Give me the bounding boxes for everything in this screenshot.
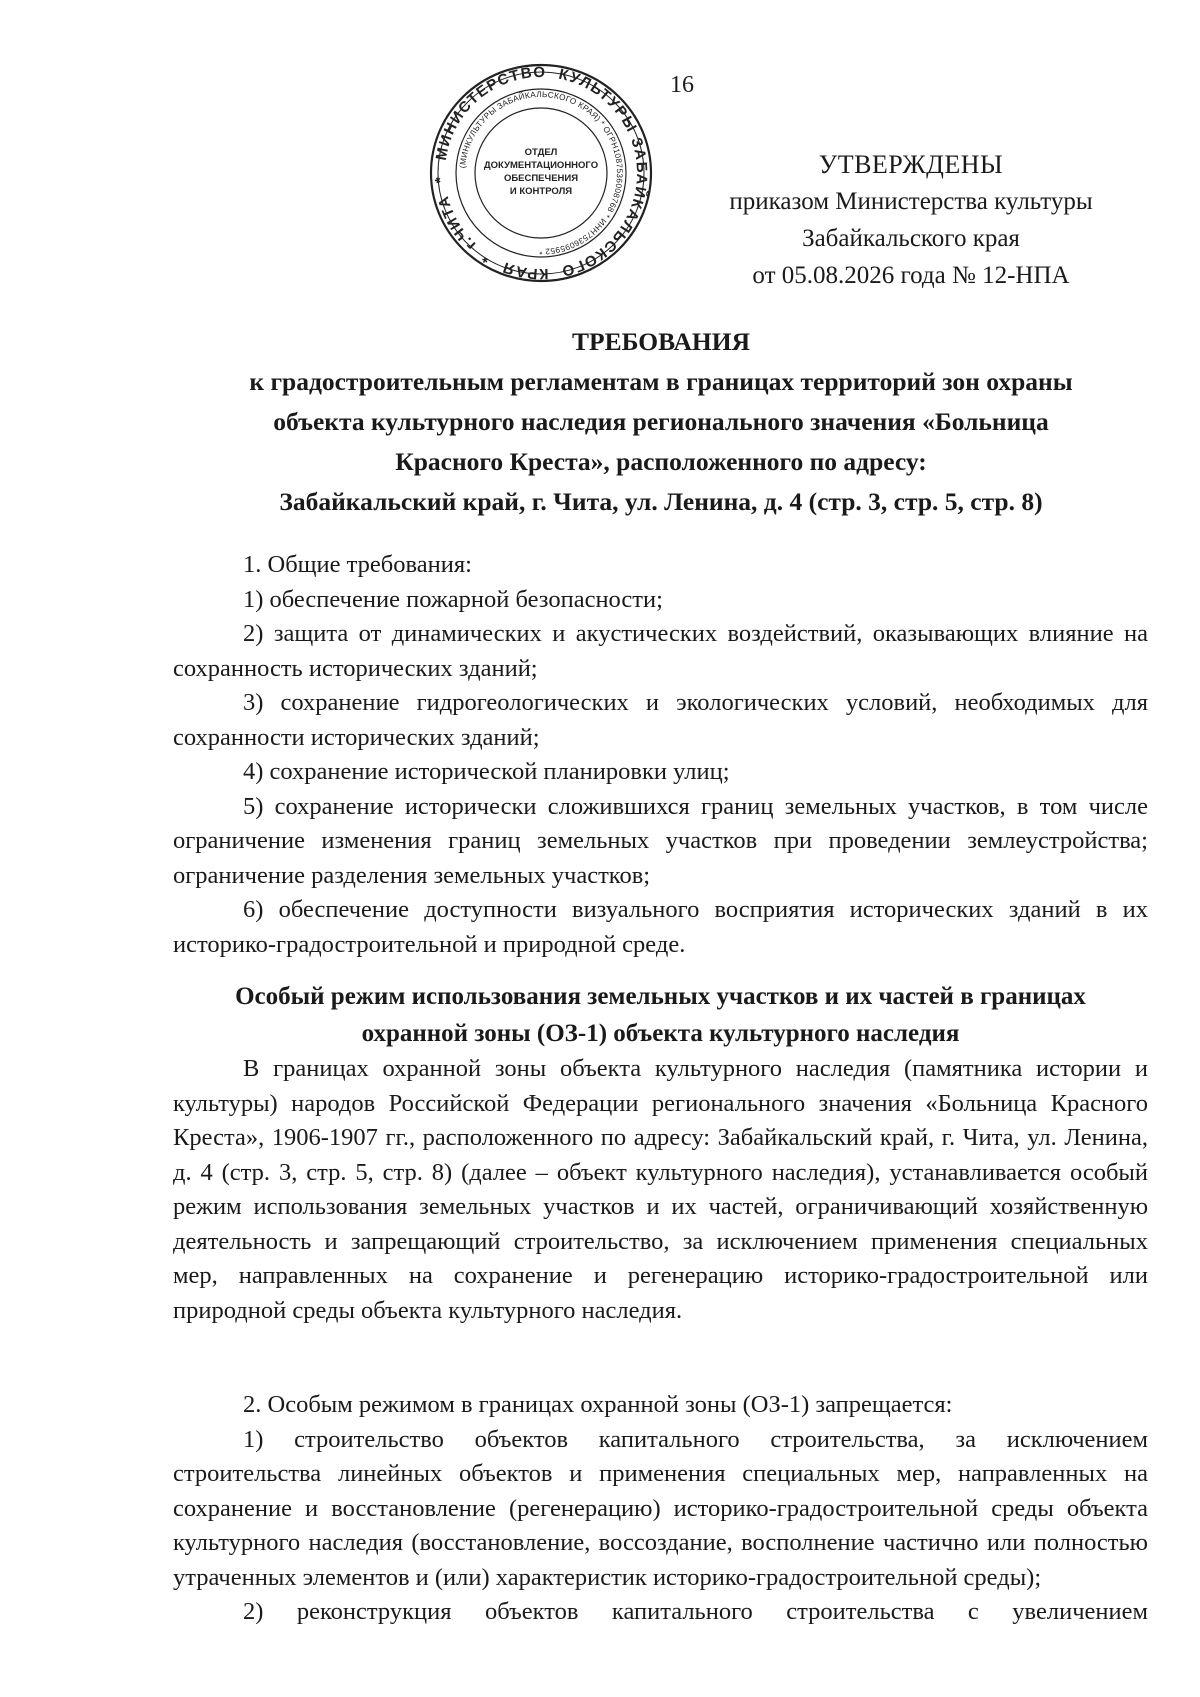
official-stamp	[428, 62, 654, 284]
list-item: 5) сохранение исторически сложившихся границ земельных участков, в том числе ограничение изменения границ земельных участков при проведении землеустройства; ограничение разделения земельных участков;	[173, 792, 1148, 889]
section-heading: 2. Особым режимом в границах охранной зоны (ОЗ-1) запрещается:	[243, 1391, 953, 1418]
stamp-center-line: И КОНТРОЛЯ	[509, 186, 573, 197]
stamp-ring-right: КРАЯ	[499, 257, 549, 283]
page-number: 16	[670, 72, 694, 98]
list-item: 6) обеспечение доступности визуального восприятия исторических зданий в их историко-градостроительной и природной среде.	[173, 896, 1148, 958]
list-item: 1) строительство объектов капитального строительства, за исключением строительства линейных объектов и применения специальных мер, направленных на сохранение и восстановление (регенерацию) историко-градостроительной среды объекта культурного наследия (восстановление, воссоздание, восполнение частично или полностью утраченных элементов и (или) характеристик историко-градостроительной среды);	[173, 1425, 1148, 1591]
title-line: объекта культурного наследия регионального значения «Больница	[273, 407, 1049, 436]
stamp-center-line: ОТДЕЛ	[524, 147, 558, 158]
stamp-center-line: ДОКУМЕНТАЦИОННОГО	[483, 160, 599, 171]
svg-text:МИНИСТЕРСТВО КУЛЬТУРЫ ЗА: МИНИСТЕРСТВО КУЛЬТУРЫ ЗАБАЙКАЛЬСКОГО КРАЯ * г.ЧИТА *	[431, 63, 651, 283]
document-title	[176, 322, 1146, 522]
prohibitions-section	[173, 1388, 1148, 1630]
title-heading: ТРЕБОВАНИЯ	[571, 327, 750, 356]
approval-line: Забайкальского края	[802, 225, 1020, 252]
approval-block	[676, 146, 1146, 294]
section-heading: 1. Общие требования:	[243, 551, 472, 578]
approval-line: приказом Министерства культуры	[729, 188, 1093, 215]
title-line: Красного Креста», расположенного по адресу:	[395, 447, 927, 476]
general-requirements	[173, 548, 1148, 962]
title-line: к градостроительным регламентам в границах территорий зон охраны	[249, 367, 1073, 396]
stamp-ring-top: КУЛЬТУРЫ ЗАБАЙКАЛЬСКОГО	[557, 65, 651, 280]
list-item: 1) обеспечение пожарной безопасности;	[243, 585, 663, 613]
list-item: 3) сохранение гидрогеологических и экологических условий, необходимых для сохранности исторических зданий;	[173, 689, 1148, 751]
paragraph: В границах охранной зоны объекта культурного наследия (памятника истории и культуры) народов Российской Федерации регионального значения «Больница Красного Креста», 1906-1907 гг., расположенного по адресу: Забайкальский край, г. Чита, ул. Ленина, д. 4 (стр. 3, стр. 5, стр. 8) (далее – объект культурного наследия), устанавливается особый режим использования земельных участков и их частей, ограничивающий хозяйственную деятельность и запрещающий строительство, за исключением применения специальных мер, направленных на сохранение и регенерацию историко-градостроительной или природной среды объекта культурного наследия.	[173, 1055, 1148, 1324]
stamp-bottom: г.ЧИТА	[434, 193, 480, 254]
stamp-center-line: ОБЕСПЕЧЕНИЯ	[503, 173, 579, 184]
section-heading-line: охранной зоны (ОЗ-1) объекта культурного наследия	[361, 1020, 960, 1047]
approval-heading: УТВЕРЖДЕНЫ	[818, 150, 1004, 179]
list-item: 2) реконструкция объектов капитального строительства с увеличением	[243, 1598, 1148, 1625]
stamp-inner-ring: (МИНКУЛЬТУРЫ ЗАБАЙКАЛЬСКОГО КРАЯ) * ОГРН1087536008768 * ИНН7536095952 *	[458, 89, 625, 257]
approval-order-date: от 05.08.2026 года № 12-НПА	[752, 262, 1070, 289]
list-item: 2) защита от динамических и акустических воздействий, оказывающих влияние на сохранность исторических зданий;	[173, 620, 1148, 682]
list-item: 4) сохранение исторической планировки улиц;	[243, 758, 730, 785]
section-heading-line: Особый режим использования земельных участков и их частей в границах	[235, 983, 1086, 1010]
special-regime-paragraph	[173, 1052, 1148, 1328]
stamp-ring-left: МИНИСТЕРСТВО	[432, 63, 547, 162]
title-address: Забайкальский край, г. Чита, ул. Ленина, д. 4 (стр. 3, стр. 5, стр. 8)	[279, 487, 1043, 516]
special-regime-heading	[173, 978, 1148, 1052]
